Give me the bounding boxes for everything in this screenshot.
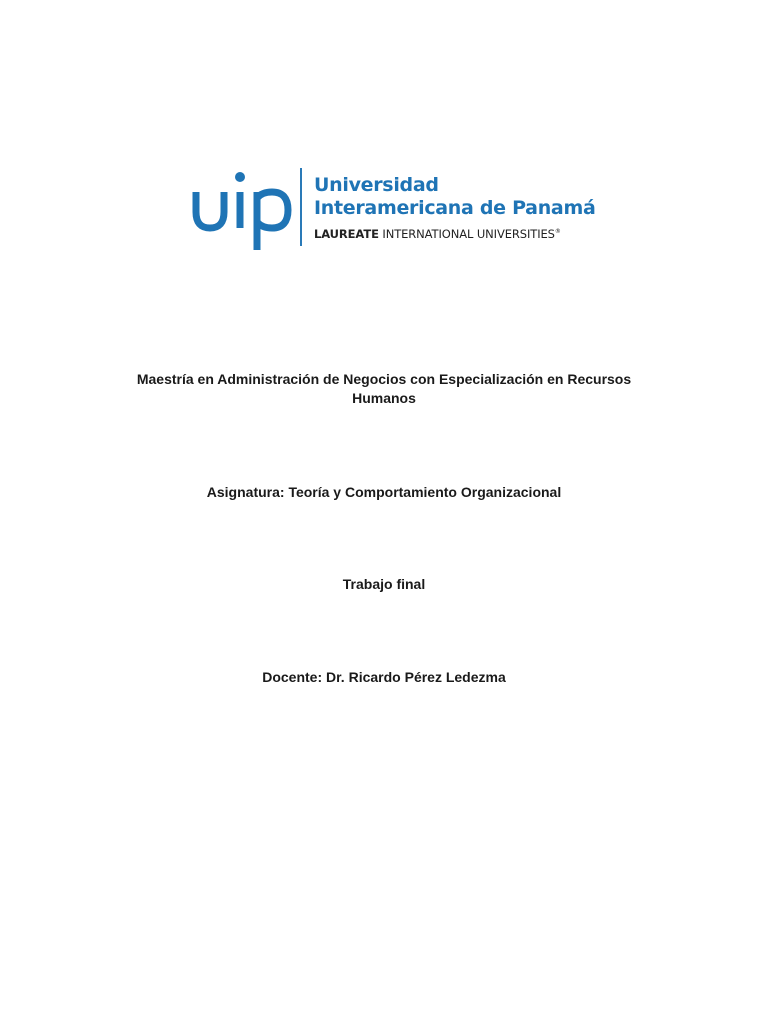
- program-title: [0, 370, 768, 408]
- logo-network-rest: INTERNATIONAL UNIVERSITIES: [378, 226, 555, 241]
- registered-mark: ®: [554, 228, 561, 235]
- program-title-line1: Maestría en Administración de Negocios con Especialización en Recursos: [136, 371, 632, 387]
- subject-line: Asignatura: Teoría y Comportamiento Organizacional: [206, 484, 562, 500]
- logo-name-line1: Universidad: [314, 174, 439, 196]
- logo-name-line2: Interamericana de Panamá: [314, 197, 596, 219]
- university-logo: [190, 168, 596, 250]
- program-title-line2: Humanos: [352, 390, 416, 406]
- logo-network-line: [314, 225, 574, 241]
- uip-logo-mark: [190, 168, 294, 250]
- logo-wordmark: [314, 174, 596, 241]
- work-title: Trabajo final: [342, 576, 426, 592]
- logo-divider: [300, 168, 302, 246]
- teacher-line: Docente: Dr. Ricardo Pérez Ledezma: [262, 669, 506, 685]
- logo-network-bold: LAUREATE: [314, 226, 379, 241]
